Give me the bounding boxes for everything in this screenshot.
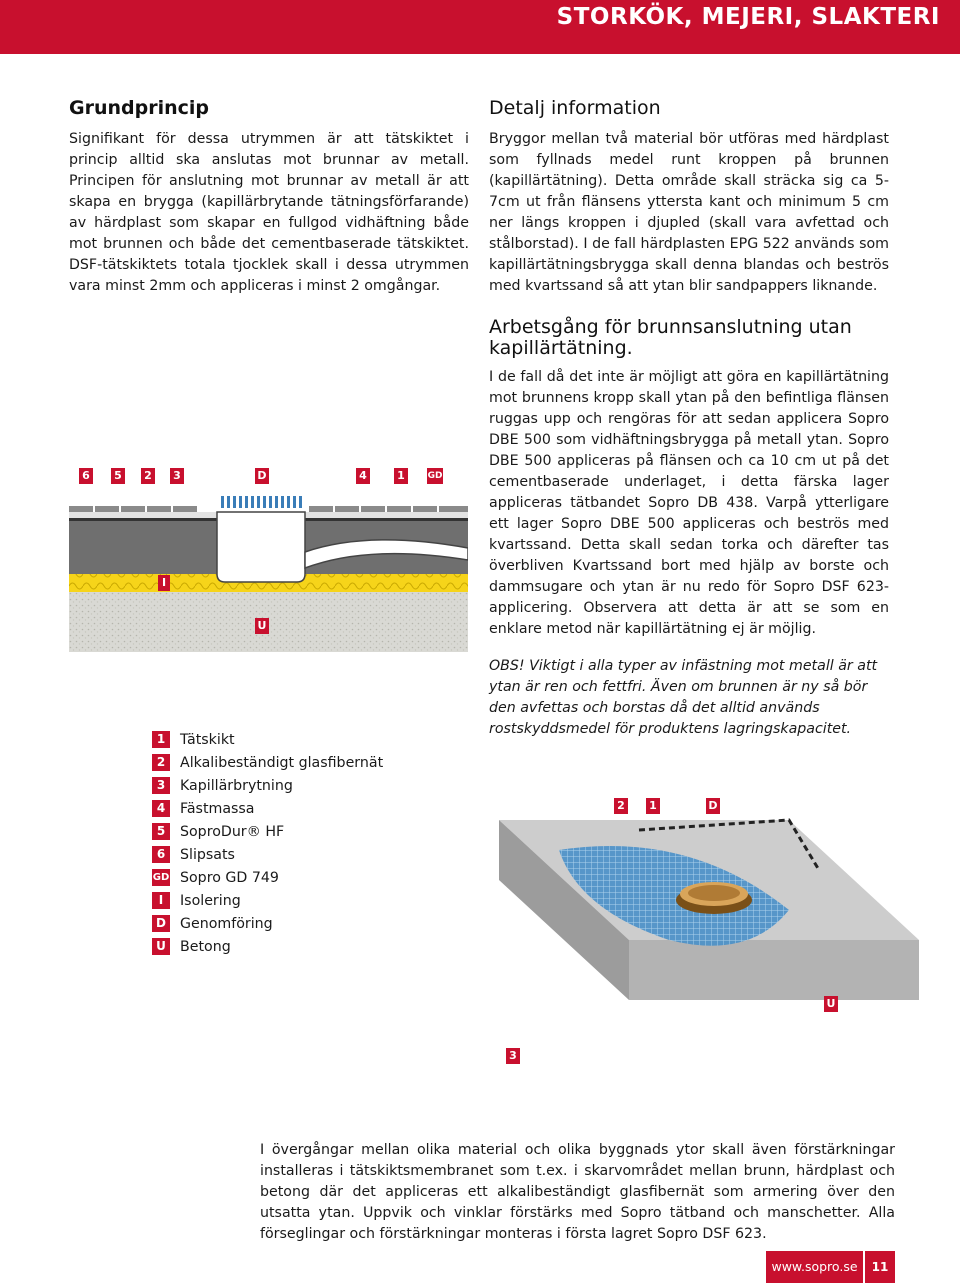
header-bar: [0, 0, 960, 54]
legend-label-text: SoproDur: [180, 823, 247, 840]
label-2: 2: [141, 468, 155, 484]
label-i: I: [158, 575, 170, 591]
right-column: [489, 98, 889, 740]
legend-label: Kapillärbrytning: [180, 777, 293, 794]
legend: [152, 728, 452, 958]
legend-item: [152, 728, 452, 751]
page-number: 11: [865, 1251, 895, 1283]
legend-item: [152, 843, 452, 866]
legend-item: [152, 820, 452, 843]
footer-url[interactable]: www.sopro.se: [766, 1251, 863, 1283]
legend-label: Alkalibeständigt glasfibernät: [180, 754, 384, 771]
drain-illustration: [489, 790, 919, 1080]
legend-code: GD: [152, 869, 170, 886]
cross-section-diagram: [69, 460, 468, 652]
legend-label: Isolering: [180, 892, 241, 909]
legend-label: Fästmassa: [180, 800, 255, 817]
legend-code: U: [152, 938, 170, 955]
legend-item: [152, 935, 452, 958]
detail-body: Bryggor mellan två material bör utföras med härdplast som fyllnads medel runt kroppen på brunnen (kapillärtätning). Detta område skall sträcka sig ca 5-7cm ut från flänsens yttersta kant och minimum 5 cm ner längs kroppen i djupled (skall vara avfettad och stålborstad). I de fall härdplasten EPG 522 används som kapillärtätningsbrygga skall denna blandas och beströs med kvartssand så att ytan blir sandpappers liknande.: [489, 130, 889, 294]
legend-code: 3: [152, 777, 170, 794]
drain-label-d: D: [706, 798, 720, 814]
legend-code: 1: [152, 731, 170, 748]
grundprincip-body: Signifikant för dessa utrymmen är att tätskiktet i princip alltid ska anslutas mot brunnar av metall. Principen för anslutning mot brunnar av metall är att skapa en brygga (kapillärbrytande tätningsförfarande) av härdplast som skapar en fullgod vidhäftning både mot brunnen och både det cementbaserade tätskiktet. DSF-tätskiktets totala tjocklek skall i dessa utrymmen vara minst 2mm och appliceras i minst 2 omgångar.: [69, 130, 469, 294]
label-6: 6: [79, 468, 93, 484]
legend-item: [152, 889, 452, 912]
legend-item: [152, 797, 452, 820]
drain-label-2: 2: [614, 798, 628, 814]
legend-code: I: [152, 892, 170, 909]
legend-label: Slipsats: [180, 846, 235, 863]
legend-code: 4: [152, 800, 170, 817]
grundprincip-heading: Grundprincip: [69, 97, 210, 119]
legend-item: [152, 912, 452, 935]
label-4: 4: [356, 468, 370, 484]
drain-3d-illustration: [489, 790, 919, 1080]
work-heading: Arbetsgång för brunnsanslutning utan kapillärtätning.: [489, 315, 852, 359]
legend-code: 5: [152, 823, 170, 840]
legend-label: [180, 824, 284, 840]
work-body: I de fall då det inte är möjligt att göra en kapillärtätning mot brunnens kropp skall ytan på den befintliga flänsen ruggas upp och rengöras för att sedan applicera Sopro DBE 500 som vidhäftningsbrygga på metall ytan. Sopro DBE 500 appliceras på flänsen och ca 10 cm ut på det cementbaserade underlaget, i detta färska lager appliceras tätbandet Sopro DB 438. Varpå ytterligare ett lager Sopro DBE 500 appliceras och beströs med kvartssand. Detta skall sedan torka och därefter tas överbliven Kvartssand bort med hjälp av borste och dammsugare och ytan är nu redo för Sopro DSF 623-applicering. Observera att detta är att se som en enklare metod när kapillärtätning ej är möjlig.: [489, 368, 889, 637]
label-gd: GD: [427, 468, 443, 484]
label-u: U: [255, 618, 269, 634]
bottom-paragraph: I övergångar mellan olika material och olika byggnads ytor skall även förstärkningar installeras i tätskiktsmembranet som t.ex. i skarvområdet mellan brunn, härdplast och betong där det appliceras ett alkalibeständigt glasfibernät som armering över den utsatta ytan. Uppvik och vinklar förstärks med Sopro tätband och manschetter. Alla förseglingar och förstärkningar monteras i första lagret Sopro DSF 623.: [260, 1142, 895, 1242]
legend-item: [152, 751, 452, 774]
label-d: D: [255, 468, 269, 484]
legend-label: Tätskikt: [180, 731, 235, 748]
drain-label-3: 3: [506, 1048, 520, 1064]
label-5: 5: [111, 468, 125, 484]
obs-note: OBS! Viktigt i alla typer av infästning mot metall är att ytan är ren och fettfri. Även om brunnen är ny så bör den avfettas och borstas då det alltid används rostskyddsmedel för produktens lagringskapacitet.: [489, 657, 878, 737]
legend-label-suffix: ® HF: [246, 823, 285, 840]
detail-heading: Detalj information: [489, 97, 661, 119]
bottom-section: [260, 1140, 895, 1245]
legend-code: 2: [152, 754, 170, 771]
label-1: 1: [394, 468, 408, 484]
legend-label: Sopro GD 749: [180, 869, 279, 886]
page-title: STORKÖK, MEJERI, SLAKTERI: [556, 4, 940, 30]
drain-label-u: U: [824, 996, 838, 1012]
legend-item: [152, 866, 452, 889]
drain-label-1: 1: [646, 798, 660, 814]
legend-label: Genomföring: [180, 915, 273, 932]
legend-item: [152, 774, 452, 797]
label-3: 3: [170, 468, 184, 484]
legend-code: D: [152, 915, 170, 932]
legend-code: 6: [152, 846, 170, 863]
legend-label: Betong: [180, 938, 231, 955]
left-column: [69, 98, 469, 297]
